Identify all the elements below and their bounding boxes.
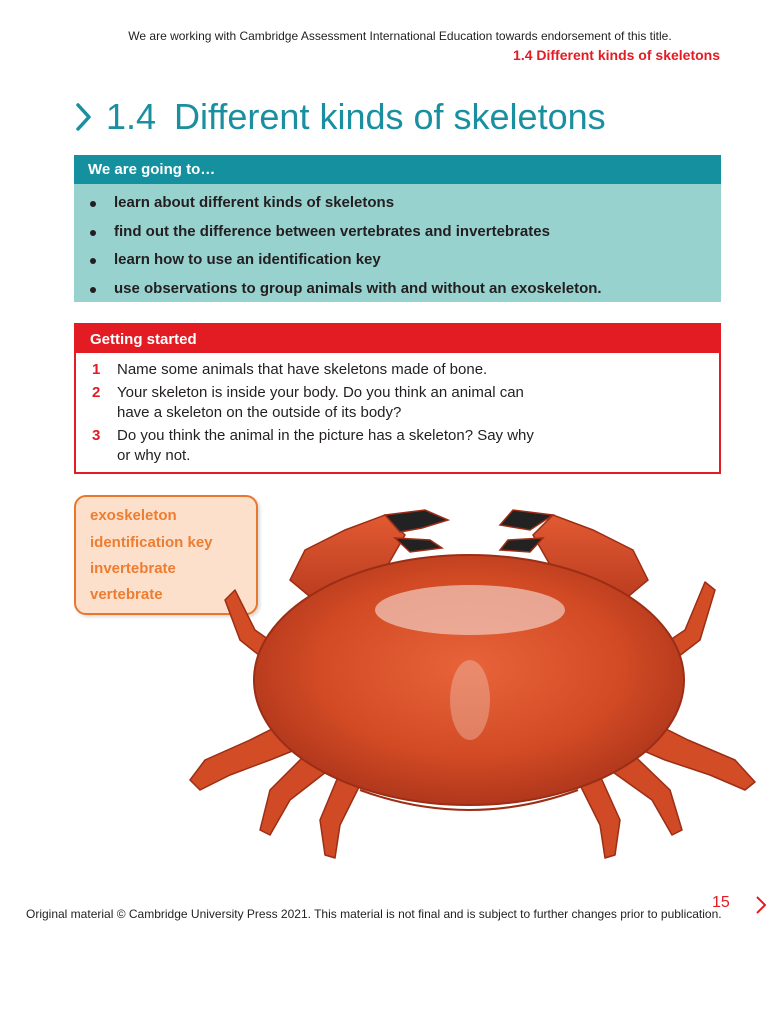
learning-goals-heading: We are going to… — [74, 155, 721, 184]
list-item — [74, 218, 721, 247]
crab-photo — [170, 490, 768, 880]
copyright-footer: Original material © Cambridge University Press 2021. This material is not final and is subject to further changes prior to publication. — [26, 907, 722, 921]
goal-text: learn about different kinds of skeletons — [114, 194, 395, 211]
bullet-icon — [90, 201, 96, 207]
question-text: Do you think the animal in the picture has a skeleton? Say why or why not. — [117, 427, 534, 464]
chevron-right-icon — [72, 97, 96, 137]
question-item — [92, 360, 547, 380]
goal-text: learn how to use an identification key — [114, 251, 381, 268]
list-item — [74, 189, 721, 218]
keyword: vertebrate — [90, 586, 163, 603]
learning-goals-box — [74, 155, 721, 302]
keyword: exoskeleton — [90, 507, 177, 524]
keyword: invertebrate — [90, 560, 176, 577]
bullet-icon — [90, 230, 96, 236]
page-number: 15 — [712, 894, 730, 911]
bullet-icon — [90, 287, 96, 293]
question-text: Name some animals that have skeletons made of bone. — [117, 361, 488, 378]
question-number: 3 — [92, 427, 101, 444]
goal-text: find out the difference between vertebrates and invertebrates — [114, 222, 550, 240]
question-text: Your skeleton is inside your body. Do you think an animal can have a skeleton on the outside of its body? — [117, 384, 524, 421]
keyword: identification key — [90, 534, 213, 551]
chevron-right-icon — [754, 894, 768, 916]
question-number: 2 — [92, 384, 101, 401]
list-item — [74, 246, 721, 275]
bullet-icon — [90, 258, 96, 264]
endorsement-note: We are working with Cambridge Assessment International Education towards endorsement of this title. — [128, 29, 672, 43]
goal-text: use observations to group animals with and without an exoskeleton. — [114, 279, 602, 297]
getting-started-heading: Getting started — [76, 325, 719, 353]
section-title: Different kinds of skeletons — [174, 96, 606, 137]
learning-goals-list — [74, 184, 721, 303]
question-item — [92, 426, 547, 466]
question-number: 1 — [92, 361, 101, 378]
section-number: 1.4 — [106, 96, 157, 137]
list-item — [74, 275, 721, 304]
page-title — [72, 96, 606, 138]
question-item — [92, 383, 547, 423]
running-head: 1.4 Different kinds of skeletons — [513, 47, 720, 63]
getting-started-box — [74, 323, 721, 474]
